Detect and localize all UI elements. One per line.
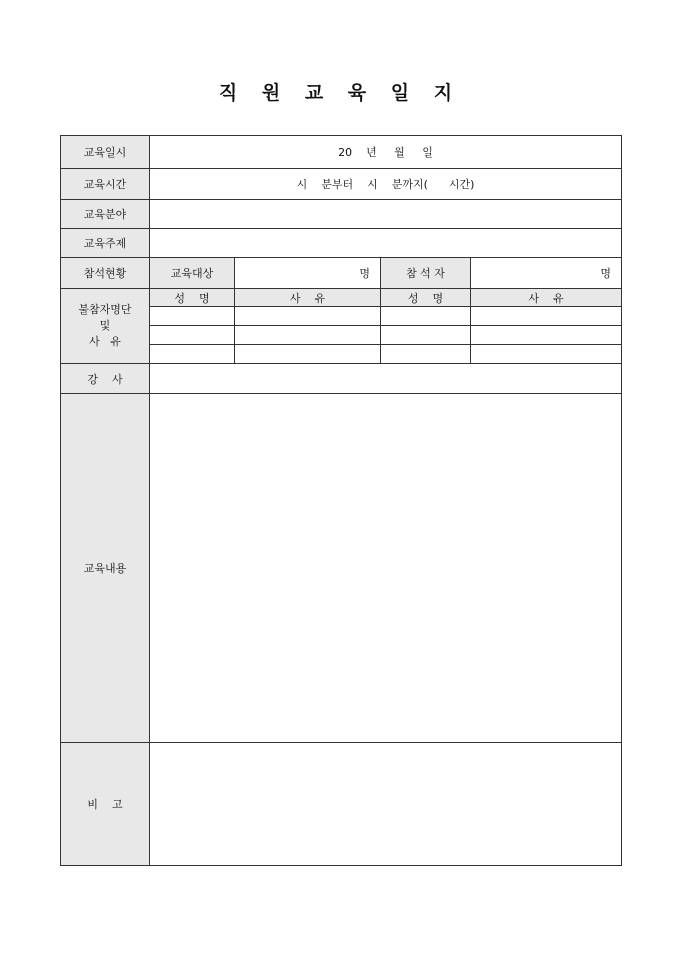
attendee-label: 참 석 자 xyxy=(381,258,471,289)
absentee-name-cell[interactable] xyxy=(381,326,471,345)
instructor-value[interactable] xyxy=(150,364,622,394)
topic-value[interactable] xyxy=(150,229,622,258)
row-remarks xyxy=(61,743,622,866)
absentee-reason-cell[interactable] xyxy=(235,326,381,345)
row-topic xyxy=(61,229,622,258)
field-label: 교육분야 xyxy=(61,200,150,229)
absentee-col-reason-2: 사 유 xyxy=(471,289,622,307)
row-time xyxy=(61,169,622,200)
instructor-label: 강 사 xyxy=(61,364,150,394)
content-value[interactable] xyxy=(150,394,622,743)
field-value[interactable] xyxy=(150,200,622,229)
absentee-name-cell[interactable] xyxy=(381,345,471,364)
row-date xyxy=(61,136,622,169)
absentee-reason-cell[interactable] xyxy=(235,307,381,326)
time-value[interactable]: 시 분부터 시 분까지( 시간) xyxy=(150,169,622,200)
page-title: 직 원 교 육 일 지 xyxy=(218,82,462,104)
absentee-col-reason: 사 유 xyxy=(235,289,381,307)
absentee-col-name: 성 명 xyxy=(150,289,235,307)
absentee-name-cell[interactable] xyxy=(381,307,471,326)
date-value[interactable]: 20 년 월 일 xyxy=(150,136,622,169)
absentee-label-line1: 불참자명단 xyxy=(78,303,132,316)
absentee-name-cell[interactable] xyxy=(150,326,235,345)
content-label: 교육내용 xyxy=(61,394,150,743)
row-absentee-header xyxy=(61,289,622,307)
absentee-name-cell[interactable] xyxy=(150,345,235,364)
absentee-label-line3: 사 유 xyxy=(89,335,121,348)
row-field xyxy=(61,200,622,229)
absentee-label xyxy=(61,289,150,364)
absentee-name-cell[interactable] xyxy=(150,307,235,326)
row-attendance xyxy=(61,258,622,289)
date-label: 교육일시 xyxy=(61,136,150,169)
row-instructor xyxy=(61,364,622,394)
attendance-label: 참석현황 xyxy=(61,258,150,289)
time-label: 교육시간 xyxy=(61,169,150,200)
topic-label: 교육주제 xyxy=(61,229,150,258)
attendee-count[interactable]: 명 xyxy=(471,258,622,289)
remarks-value[interactable] xyxy=(150,743,622,866)
remarks-label: 비 고 xyxy=(61,743,150,866)
education-log-form xyxy=(60,135,622,866)
target-count[interactable]: 명 xyxy=(235,258,381,289)
target-label: 교육대상 xyxy=(150,258,235,289)
absentee-label-line2: 및 xyxy=(99,319,111,332)
absentee-reason-cell[interactable] xyxy=(471,307,622,326)
absentee-col-name-2: 성 명 xyxy=(381,289,471,307)
absentee-reason-cell[interactable] xyxy=(471,326,622,345)
absentee-reason-cell[interactable] xyxy=(471,345,622,364)
row-content xyxy=(61,394,622,743)
absentee-reason-cell[interactable] xyxy=(235,345,381,364)
